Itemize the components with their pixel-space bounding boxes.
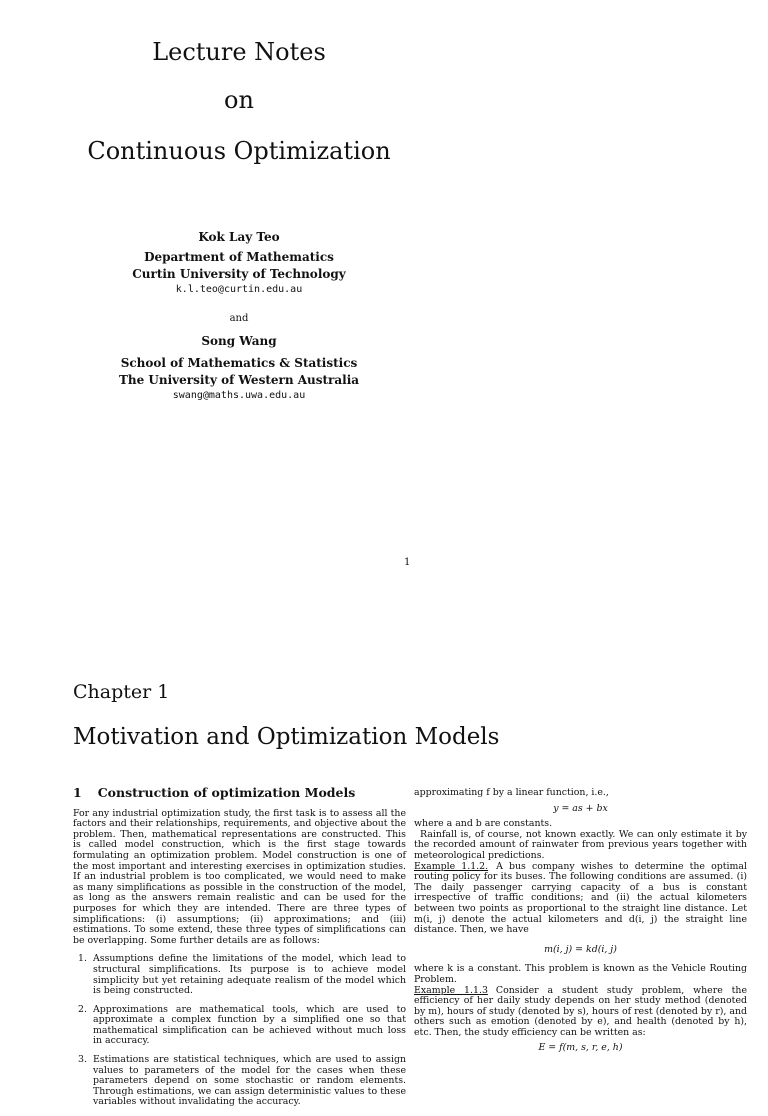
list-item: 3. Estimations are statistical techniques, which are used to assign values to parameters of the model for the cases when these parameters depend on some stochastic or random elements. Through estimations, we can assign deterministic values to these variables without invalidating the accuracy.: [78, 1054, 406, 1108]
paragraph: approximating f by a linear function, i.e.,: [414, 787, 609, 798]
title-line-3: Continuous Optimization: [87, 137, 391, 165]
left-column: [73, 785, 406, 1116]
author-affiliation: The University of Western Australia: [118, 373, 360, 387]
section-number: 1: [73, 785, 82, 800]
right-column: [414, 788, 747, 1059]
author-block-2: [0, 334, 478, 401]
list-item: 2. Approximations are mathematical tools, which are used to approximate a complex function by a simplified one so that mathematical simplification can be achieved without much loss in accuracy.: [78, 1003, 406, 1047]
section-heading: [73, 785, 406, 800]
chapter-title: Motivation and Optimization Models: [73, 724, 500, 750]
simplification-list: [73, 954, 406, 1108]
paragraph: Rainfall is, of course, not known exactly. We can only estimate it by the recorded amount of rainwater from previous years together with meteorological predictions.: [414, 828, 747, 861]
example-label: Example 1.1.3: [414, 984, 488, 996]
example-paragraph: Example 1.1.3 Consider a student study problem, where the efficiency of her daily study depends on her study method (denoted by m), hours of study (denoted by s), hours of rest (denoted by r), and others such as emotion (denoted by e), and health (denoted by h), etc. Then, the study efficiency can be written as:: [414, 984, 748, 1038]
paragraph: where a and b are constants.: [414, 818, 553, 830]
example-paragraph: Example 1.1.2. A bus company wishes to determine the optimal routing policy for its buses. The following conditions are assumed. (i) The daily passenger carrying capacity of a bus is constant irrespective of traffic conditions; and (ii) the actual kilometers between two points as proportional to the straight line distance. Let m(i, j) denote the actual kilometers and d(i, j) the straight line distance. Then, we have: [414, 860, 747, 936]
author-affiliation: School of Mathematics & Statistics: [120, 356, 358, 370]
example-label: Example 1.1.2.: [414, 860, 489, 872]
equation: E = f(m, s, r, e, h): [538, 1042, 623, 1054]
author-email[interactable]: k.l.teo@curtin.edu.au: [175, 284, 303, 295]
equation: y = as + bx: [553, 802, 608, 814]
page-number: 1: [404, 557, 411, 568]
equation: m(i, j) = kd(i, j): [544, 943, 617, 955]
chapter-label: Chapter 1: [73, 681, 170, 703]
title-line-2: on: [224, 86, 254, 114]
author-name: Kok Lay Teo: [198, 230, 280, 244]
section-title: Construction of optimization Models: [97, 785, 356, 800]
author-name: Song Wang: [201, 334, 277, 348]
section-intro-paragraph: For any industrial optimization study, the first task is to assess all the factors and their relationships, requirements, and objective about the problem. Then, mathematical representations are constructed. This is called model construction, which is the first stage towards formulating an optimization problem. Model construction is one of the most important and interesting exercises in optimization studies. If an industrial problem is too complicated, we would need to make as many simplifications as possible in the construction of the model, as long as the answers remain realistic and can be used for the purposes for which they are intended. There are three types of simplifications: (i) assumptions; (ii) approximations; and (iii) estimations. To some extend, these three types of simplifications can be overlapping. Some further details are as follows:: [73, 807, 406, 946]
paragraph: where k is a constant. This problem is known as the Vehicle Routing Problem.: [414, 963, 747, 985]
list-item: 1. Assumptions define the limitations of the model, which lead to structural simplifications. Its purpose is to achieve model simplicity but yet retaining adequate realism of the model which is being constructed.: [78, 953, 406, 997]
author-affiliation: Department of Mathematics: [144, 250, 334, 264]
and-separator: and: [229, 313, 249, 324]
author-affiliation: Curtin University of Technology: [132, 267, 346, 281]
author-email[interactable]: swang@maths.uwa.edu.au: [172, 390, 306, 401]
author-block-1: [0, 230, 478, 295]
title-line-1: Lecture Notes: [152, 38, 326, 66]
